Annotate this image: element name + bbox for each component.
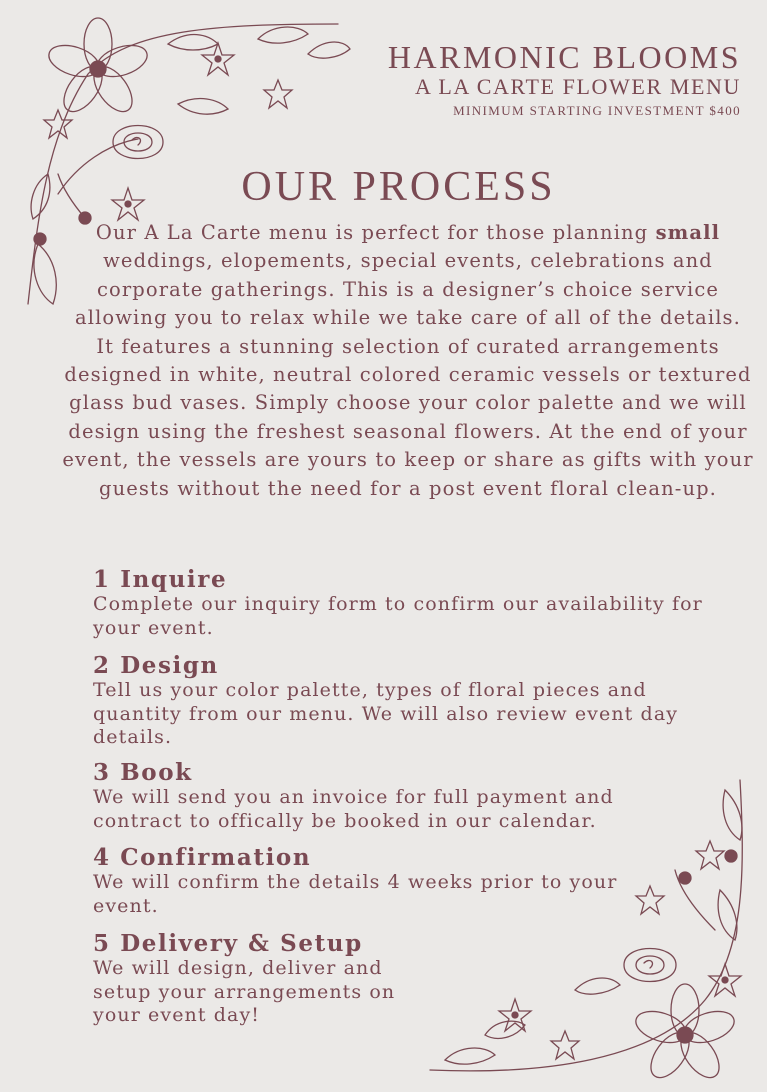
page-title: OUR PROCESS: [241, 164, 556, 210]
intro-text-segment: weddings, elopements, special events, celebrations and corporate gatherings. This is a designer’s choice service allowing you to relax while we take care of all of the details.: [75, 249, 741, 330]
step-title: 3 Book: [93, 759, 193, 786]
step-title: 4 Confirmation: [93, 844, 312, 871]
minimum-investment: MINIMUM STARTING INVESTMENT $400: [453, 103, 741, 118]
step-description: We will send you an invoice for full payment and contract to offically be booked in our calendar.: [93, 786, 614, 832]
step-book: [93, 760, 683, 833]
step-description: Complete our inquiry form to confirm our availability for your event.: [93, 593, 703, 639]
intro-text-segment: Our A La Carte menu is perfect for those planning: [95, 221, 656, 244]
step-title: 5 Delivery & Setup: [93, 930, 363, 957]
step-title: 2 Design: [93, 652, 219, 679]
step-description: We will design, deliver and setup your arrangements on your event day!: [93, 957, 396, 1026]
intro-paragraph-2: It features a stunning selection of curated arrangements designed in white, neutral colored ceramic vessels or textured glass bud vases. Simply choose your color palette and we will design using the freshest seasonal flowers. At the end of your event, the vessels are yours to keep or share as gifts with your guests without the need for a post event floral clean-up.: [62, 334, 754, 500]
step-confirmation: [93, 845, 623, 918]
step-description: Tell us your color palette, types of floral pieces and quantity from our menu. We will also review event day details.: [93, 679, 679, 748]
step-design: [93, 653, 733, 750]
menu-subtitle: A LA CARTE FLOWER MENU: [415, 74, 741, 99]
brand-name: HARMONIC BLOOMS: [387, 39, 741, 75]
intro-paragraph-1: [58, 219, 758, 333]
intro-text: [58, 219, 758, 503]
step-description: We will confirm the details 4 weeks prior to your event.: [93, 871, 618, 917]
step-delivery-setup: [93, 931, 443, 1028]
header: [388, 40, 741, 122]
intro-emphasis: small: [655, 221, 721, 244]
step-inquire: [93, 567, 733, 640]
step-title: 1 Inquire: [93, 566, 228, 593]
